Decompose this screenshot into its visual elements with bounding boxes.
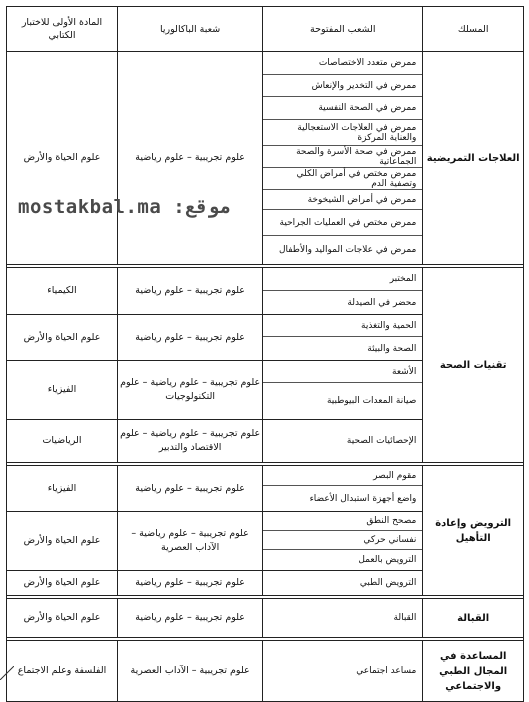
branch-item: القبالة <box>393 613 417 623</box>
branches-cell <box>263 599 423 638</box>
table-row <box>7 466 524 512</box>
branch-item: الترويض بالعمل <box>358 555 417 565</box>
branches-cell <box>263 315 423 361</box>
path-cell: المساعدة في المجال الطبي والاجتماعي <box>423 641 524 702</box>
branch-item: ممرض متعدد الاختصاصات <box>263 52 422 75</box>
path-cell: العلاجات التمريضية <box>423 52 524 265</box>
branch-item: الإحصائيات الصحية <box>346 436 417 446</box>
branches-cell <box>263 420 423 463</box>
branch-item: مصحح النطق <box>263 512 422 531</box>
subject-cell: علوم الحياة والأرض <box>7 599 118 638</box>
subject-cell: علوم الحياة والأرض <box>7 52 118 265</box>
bac-cell: علوم تجريبية – علوم رياضية – الآداب العصرية <box>117 512 262 571</box>
branch-item: الحمية والتغذية <box>263 315 422 337</box>
path-cell: تقنيات الصحة <box>423 268 524 463</box>
path-cell: القبالة <box>423 599 524 638</box>
bac-cell: علوم تجريبية – علوم رياضية – علوم التكنولوجيات <box>117 361 262 420</box>
branch-item: الترويض الطبي <box>359 578 417 588</box>
branch-item: محضر في الصيدلة <box>347 297 417 308</box>
branch-item: المختبر <box>263 268 422 291</box>
bac-cell: علوم تجريبية – علوم رياضية <box>117 466 262 512</box>
bac-cell: علوم تجريبية – الآداب العصرية <box>117 641 262 702</box>
subject-cell: الفيزياء <box>7 361 118 420</box>
watermark: mostakbal.ma :موقع <box>18 196 231 218</box>
bac-cell: علوم تجريبية – علوم رياضية <box>117 571 262 596</box>
subject-cell: الرياضيات <box>7 420 118 463</box>
branch-item: ممرض في العلاجات الاستعجالية والعناية المركزة <box>263 120 422 146</box>
branch-item: ممرض في الصحة النفسية <box>263 97 422 120</box>
table-row <box>7 52 524 265</box>
branches-cell <box>263 466 423 512</box>
branches-cell <box>263 641 423 702</box>
table-row <box>7 599 524 638</box>
branch-item: ممرض مختص في العمليات الجراحية <box>263 210 422 236</box>
branch-item: الأشعة <box>263 361 422 383</box>
branch-item: الصحة والبيئة <box>367 343 417 354</box>
branch-item: ممرض في أمراض الشيخوخة <box>263 190 422 210</box>
subject-cell: الكيمياء <box>7 268 118 315</box>
header-path: المسلك <box>423 7 524 52</box>
branch-item: ممرض في علاجات المواليد والأطفال <box>278 245 417 255</box>
subject-cell: علوم الحياة والأرض <box>7 512 118 571</box>
branch-item: مقوم البصر <box>263 466 422 486</box>
branch-item: ممرض مختص في أمراض الكلي وتصفية الدم <box>263 168 422 190</box>
branches-cell <box>263 361 423 420</box>
branches-cell <box>263 268 423 315</box>
bac-cell: علوم تجريبية – علوم رياضية <box>117 52 262 265</box>
branches-cell <box>263 571 423 596</box>
subject-cell: علوم الحياة والأرض <box>7 315 118 361</box>
header-bac: شعبة الباكالوريا <box>117 7 262 52</box>
path-cell: الترويض وإعادة التأهيل <box>423 466 524 596</box>
branches-cell <box>263 512 423 571</box>
bac-cell: علوم تجريبية – علوم رياضية <box>117 315 262 361</box>
branch-item: ممرض في التخدير والإنعاش <box>263 75 422 97</box>
table-header-row <box>7 7 524 52</box>
table-row <box>7 641 524 702</box>
header-subject: المادة الأولى للاختبار الكتابي <box>7 7 118 52</box>
branches-cell <box>263 52 423 265</box>
subject-cell: الفلسفة وعلم الاجتماع <box>7 641 118 702</box>
branch-item: نفساني حركي <box>263 531 422 550</box>
specialties-table <box>6 6 524 702</box>
bac-cell: علوم تجريبية – علوم رياضية <box>117 599 262 638</box>
bac-cell: علوم تجريبية – علوم رياضية – علوم الاقتصاد والتدبير <box>117 420 262 463</box>
bac-cell: علوم تجريبية – علوم رياضية <box>117 268 262 315</box>
subject-cell: الفيزياء <box>7 466 118 512</box>
branch-item: صيانة المعدات البيوطبية <box>326 396 417 406</box>
branch-item: واضع أجهزة استبدال الأعضاء <box>309 493 417 504</box>
branch-item: مساعد اجتماعي <box>356 666 417 676</box>
table-row <box>7 268 524 315</box>
corner-mark <box>0 666 14 680</box>
table-body <box>7 52 524 702</box>
subject-cell: علوم الحياة والأرض <box>7 571 118 596</box>
branch-item: ممرض في صحة الأسرة والصحة الجماعاتية <box>263 146 422 168</box>
header-branches: الشعب المفتوحة <box>263 7 423 52</box>
